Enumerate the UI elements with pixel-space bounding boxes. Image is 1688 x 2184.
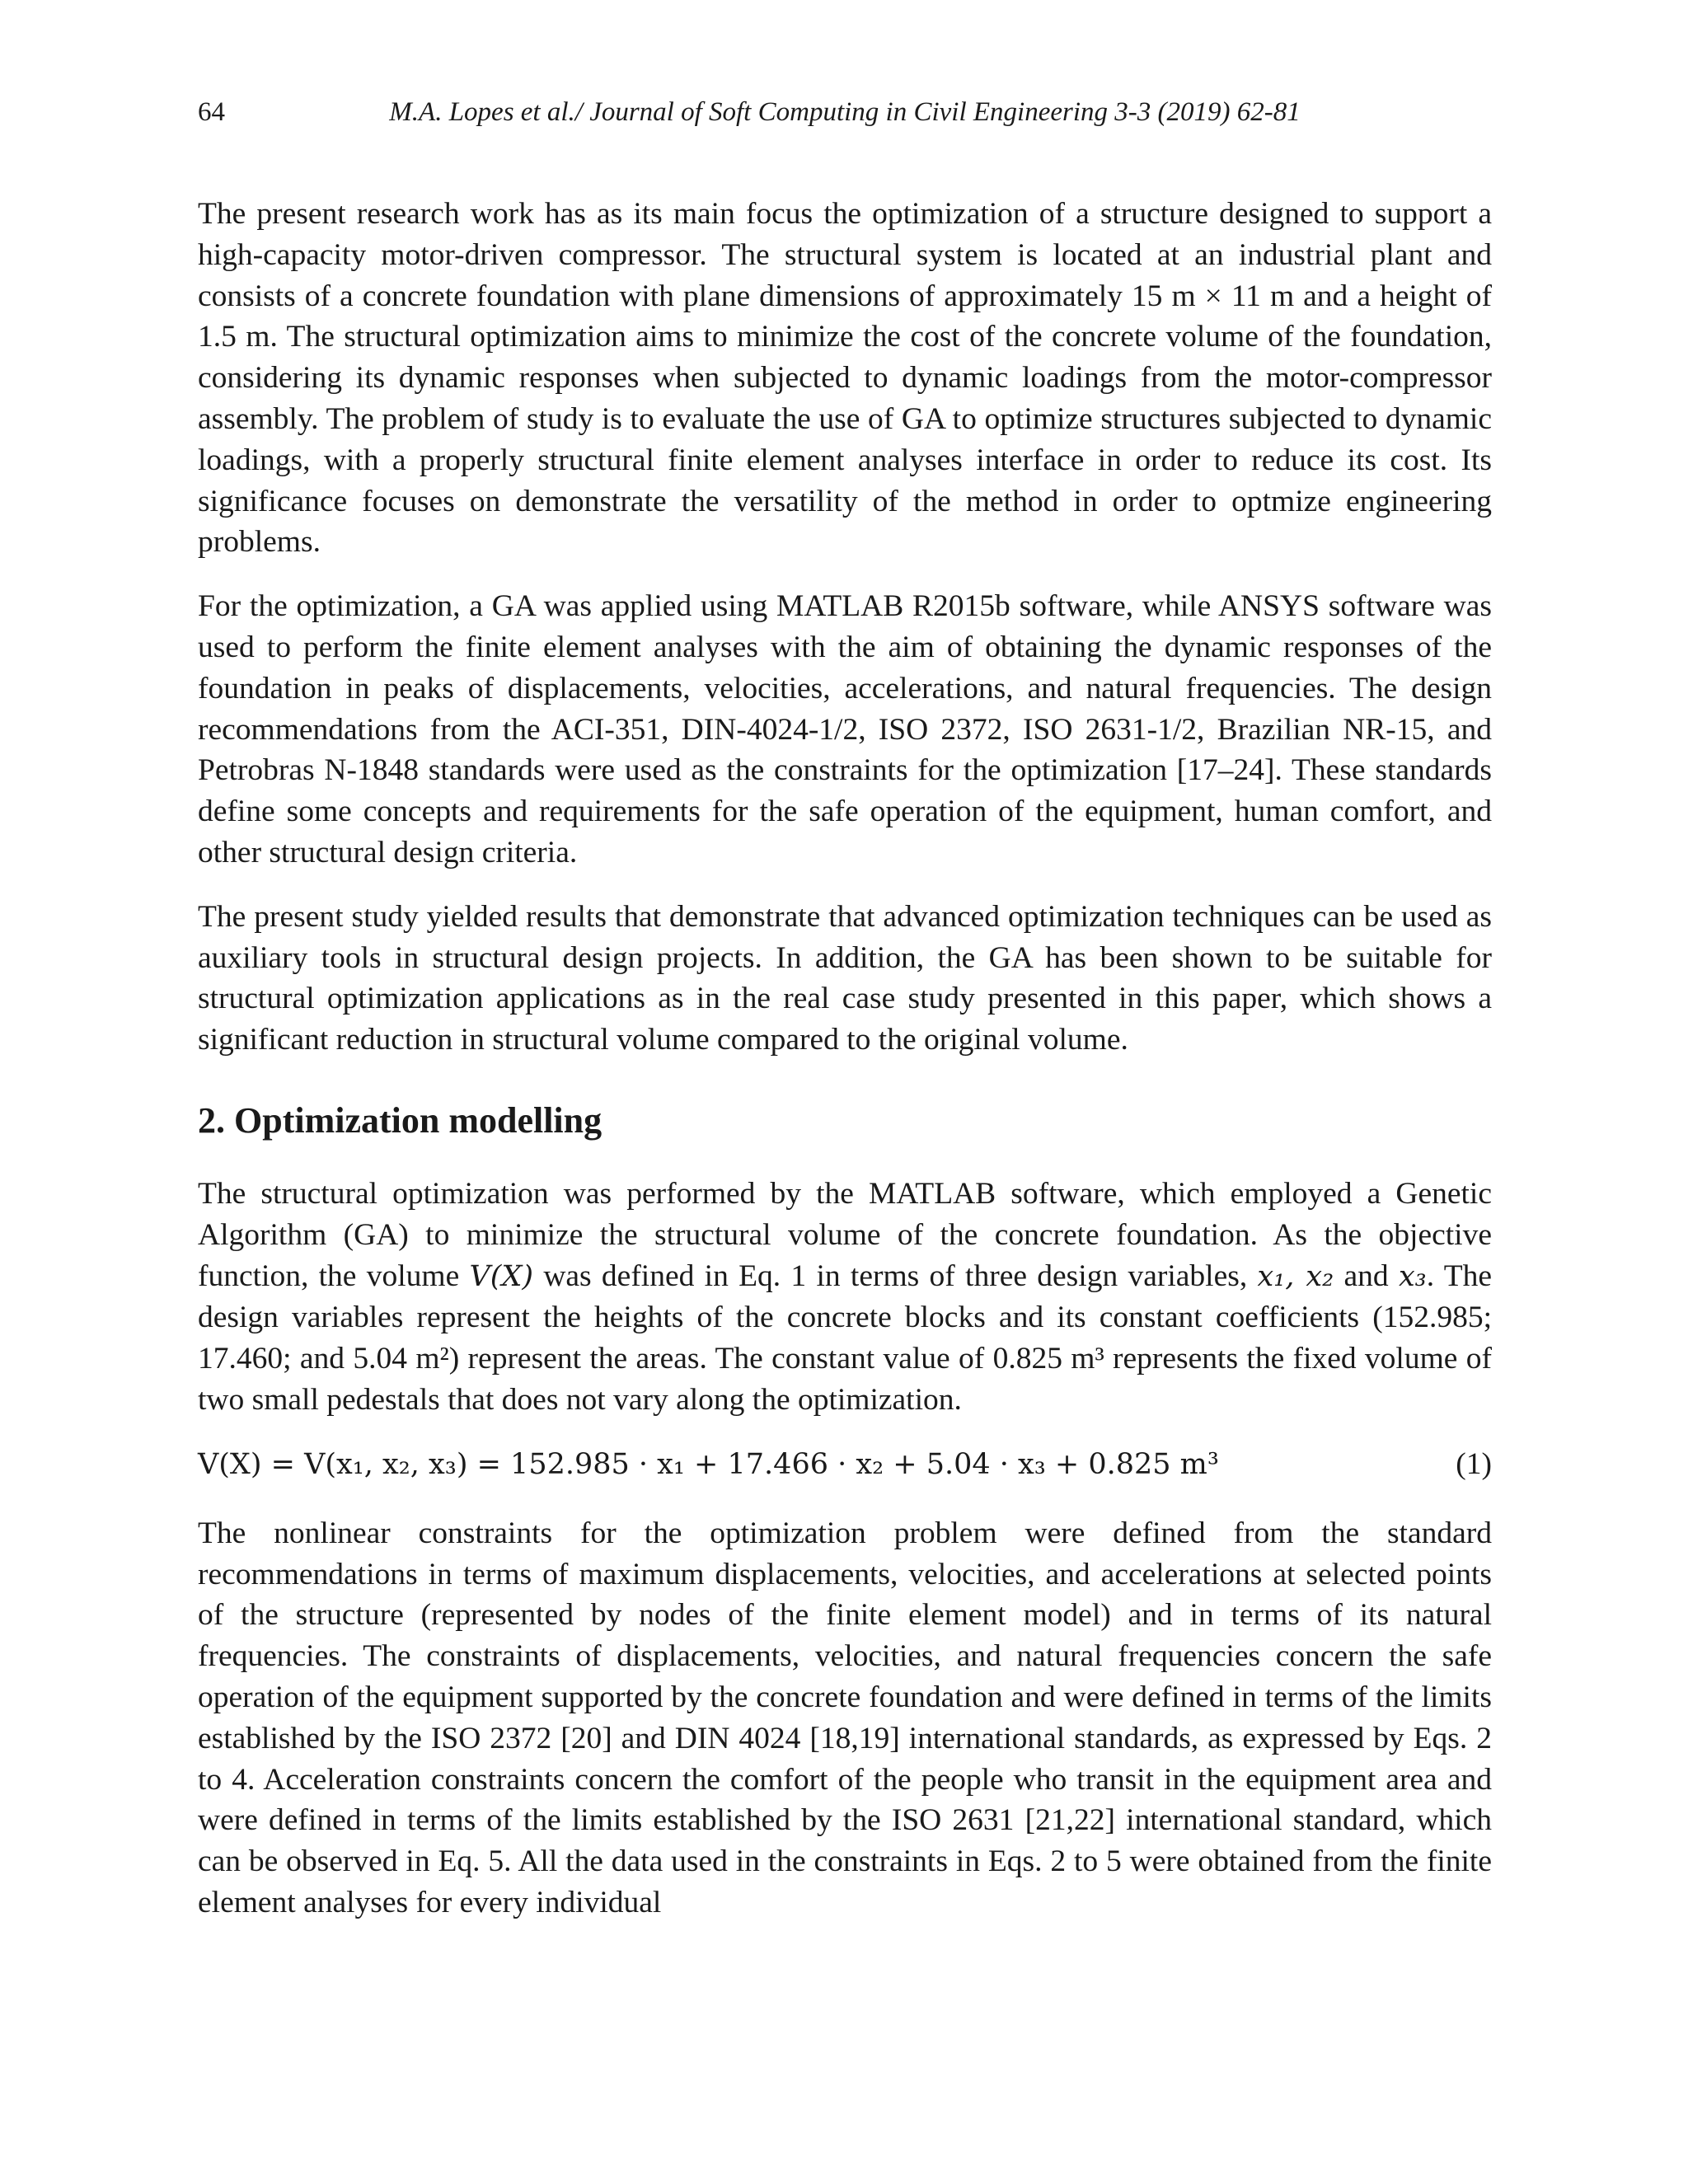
paragraph-introduction-focus: The present research work has as its main focus the optimization of a structure designed to support a high-capacity motor-driven compressor. The structural system is located at an industrial plant and consists of a concrete foundation with plane dimensions of approximately 15 m × 11 m and a height of 1.5 m. The structural optimization aims to minimize the cost of the concrete volume of the foundation, considering its dynamic responses when subjected to dynamic loadings from the motor-compressor assembly. The problem of study is to evaluate the use of GA to optimize structures subjected to dynamic loadings, with a properly structural finite element analyses interface in order to reduce its cost. Its significance focuses on demonstrate the versatility of the method in order to optmize engineering problems. xyxy=(198,197,1492,560)
equation-number: (1) xyxy=(1456,1446,1492,1481)
page-header xyxy=(198,97,1492,138)
page-body xyxy=(198,194,1492,1947)
paragraph-objective-function xyxy=(198,1174,1492,1421)
equation-1 xyxy=(198,1444,1492,1493)
page-number: 64 xyxy=(198,97,225,127)
running-head: M.A. Lopes et al./ Journal of Soft Computing in Civil Engineering 3-3 (2019) 62-81 xyxy=(389,97,1301,127)
text-segment: and xyxy=(1334,1258,1399,1293)
paragraph-optimization-tools: For the optimization, a GA was applied using MATLAB R2015b software, while ANSYS software was used to perform the finite element analyses with the aim of obtaining the dynamic responses of the foundation in peaks of displacements, velocities, accelerations, and natural frequencies. The design recommendations from the ACI-351, DIN-4024-1/2, ISO 2372, ISO 2631-1/2, Brazilian NR-15, and Petrobras N-1848 standards were used as the constraints for the optimization [17–24]. These standards define some concepts and requirements for the safe operation of the equipment, human comfort, and other structural design criteria. xyxy=(198,589,1492,869)
paragraph-study-results: The present study yielded results that demonstrate that advanced optimization techniques can be used as auxiliary tools in structural design projects. In addition, the GA has been shown to be suitable for structural optimization applications as in the real case study presented in this paper, which shows a significant reduction in structural volume compared to the original volume. xyxy=(198,899,1492,1057)
section-heading: 2. Optimization modelling xyxy=(198,1099,603,1141)
text-segment: . The design variables represent the heights of the concrete blocks and its constant coefficients (152.985; 17.460; and 5.04 m²) represent the areas. The constant value of 0.825 m³ represents the fixed volume of two small pedestals that does not vary along the optimization. xyxy=(198,1258,1493,1417)
equation-formula: V(X) = V(x₁, x₂, x₃) = 152.985 · x₁ + 17.466 · x₂ + 5.04 · x₃ + 0.825 m³ xyxy=(198,1447,1219,1481)
math-vx: V(X) xyxy=(469,1259,534,1293)
paragraph-constraints: The nonlinear constraints for the optimization problem were defined from the standard recommendations in terms of maximum displacements, velocities, and accelerations at selected points of the structure (represented by nodes of the finite element model) and in terms of its natural frequencies. The constraints of displacements, velocities, and natural frequencies concern the safe operation of the equipment supported by the concrete foundation and were defined in terms of the limits established by the ISO 2372 [20] and DIN 4024 [18,19] international standards, as expressed by Eqs. 2 to 4. Acceleration constraints concern the comfort of the people who transit in the equipment area and were defined in terms of the limits established by the ISO 2631 [21,22] international standard, which can be observed in Eq. 5. All the data used in the constraints in Eqs. 2 to 5 were obtained from the finite element analyses for every individual xyxy=(198,1516,1492,1919)
text-segment: The structural optimization was performed by the MATLAB software, which employed a Genetic Algorithm (GA) to minimize the structural volume of the concrete foundation. As the objective function, the volume xyxy=(198,1176,1492,1293)
text-segment: was defined in Eq. 1 in terms of three design variables, xyxy=(533,1258,1258,1293)
math-x3: x₃ xyxy=(1398,1259,1427,1293)
math-x1-x2: x₁, x₂ xyxy=(1257,1259,1334,1293)
